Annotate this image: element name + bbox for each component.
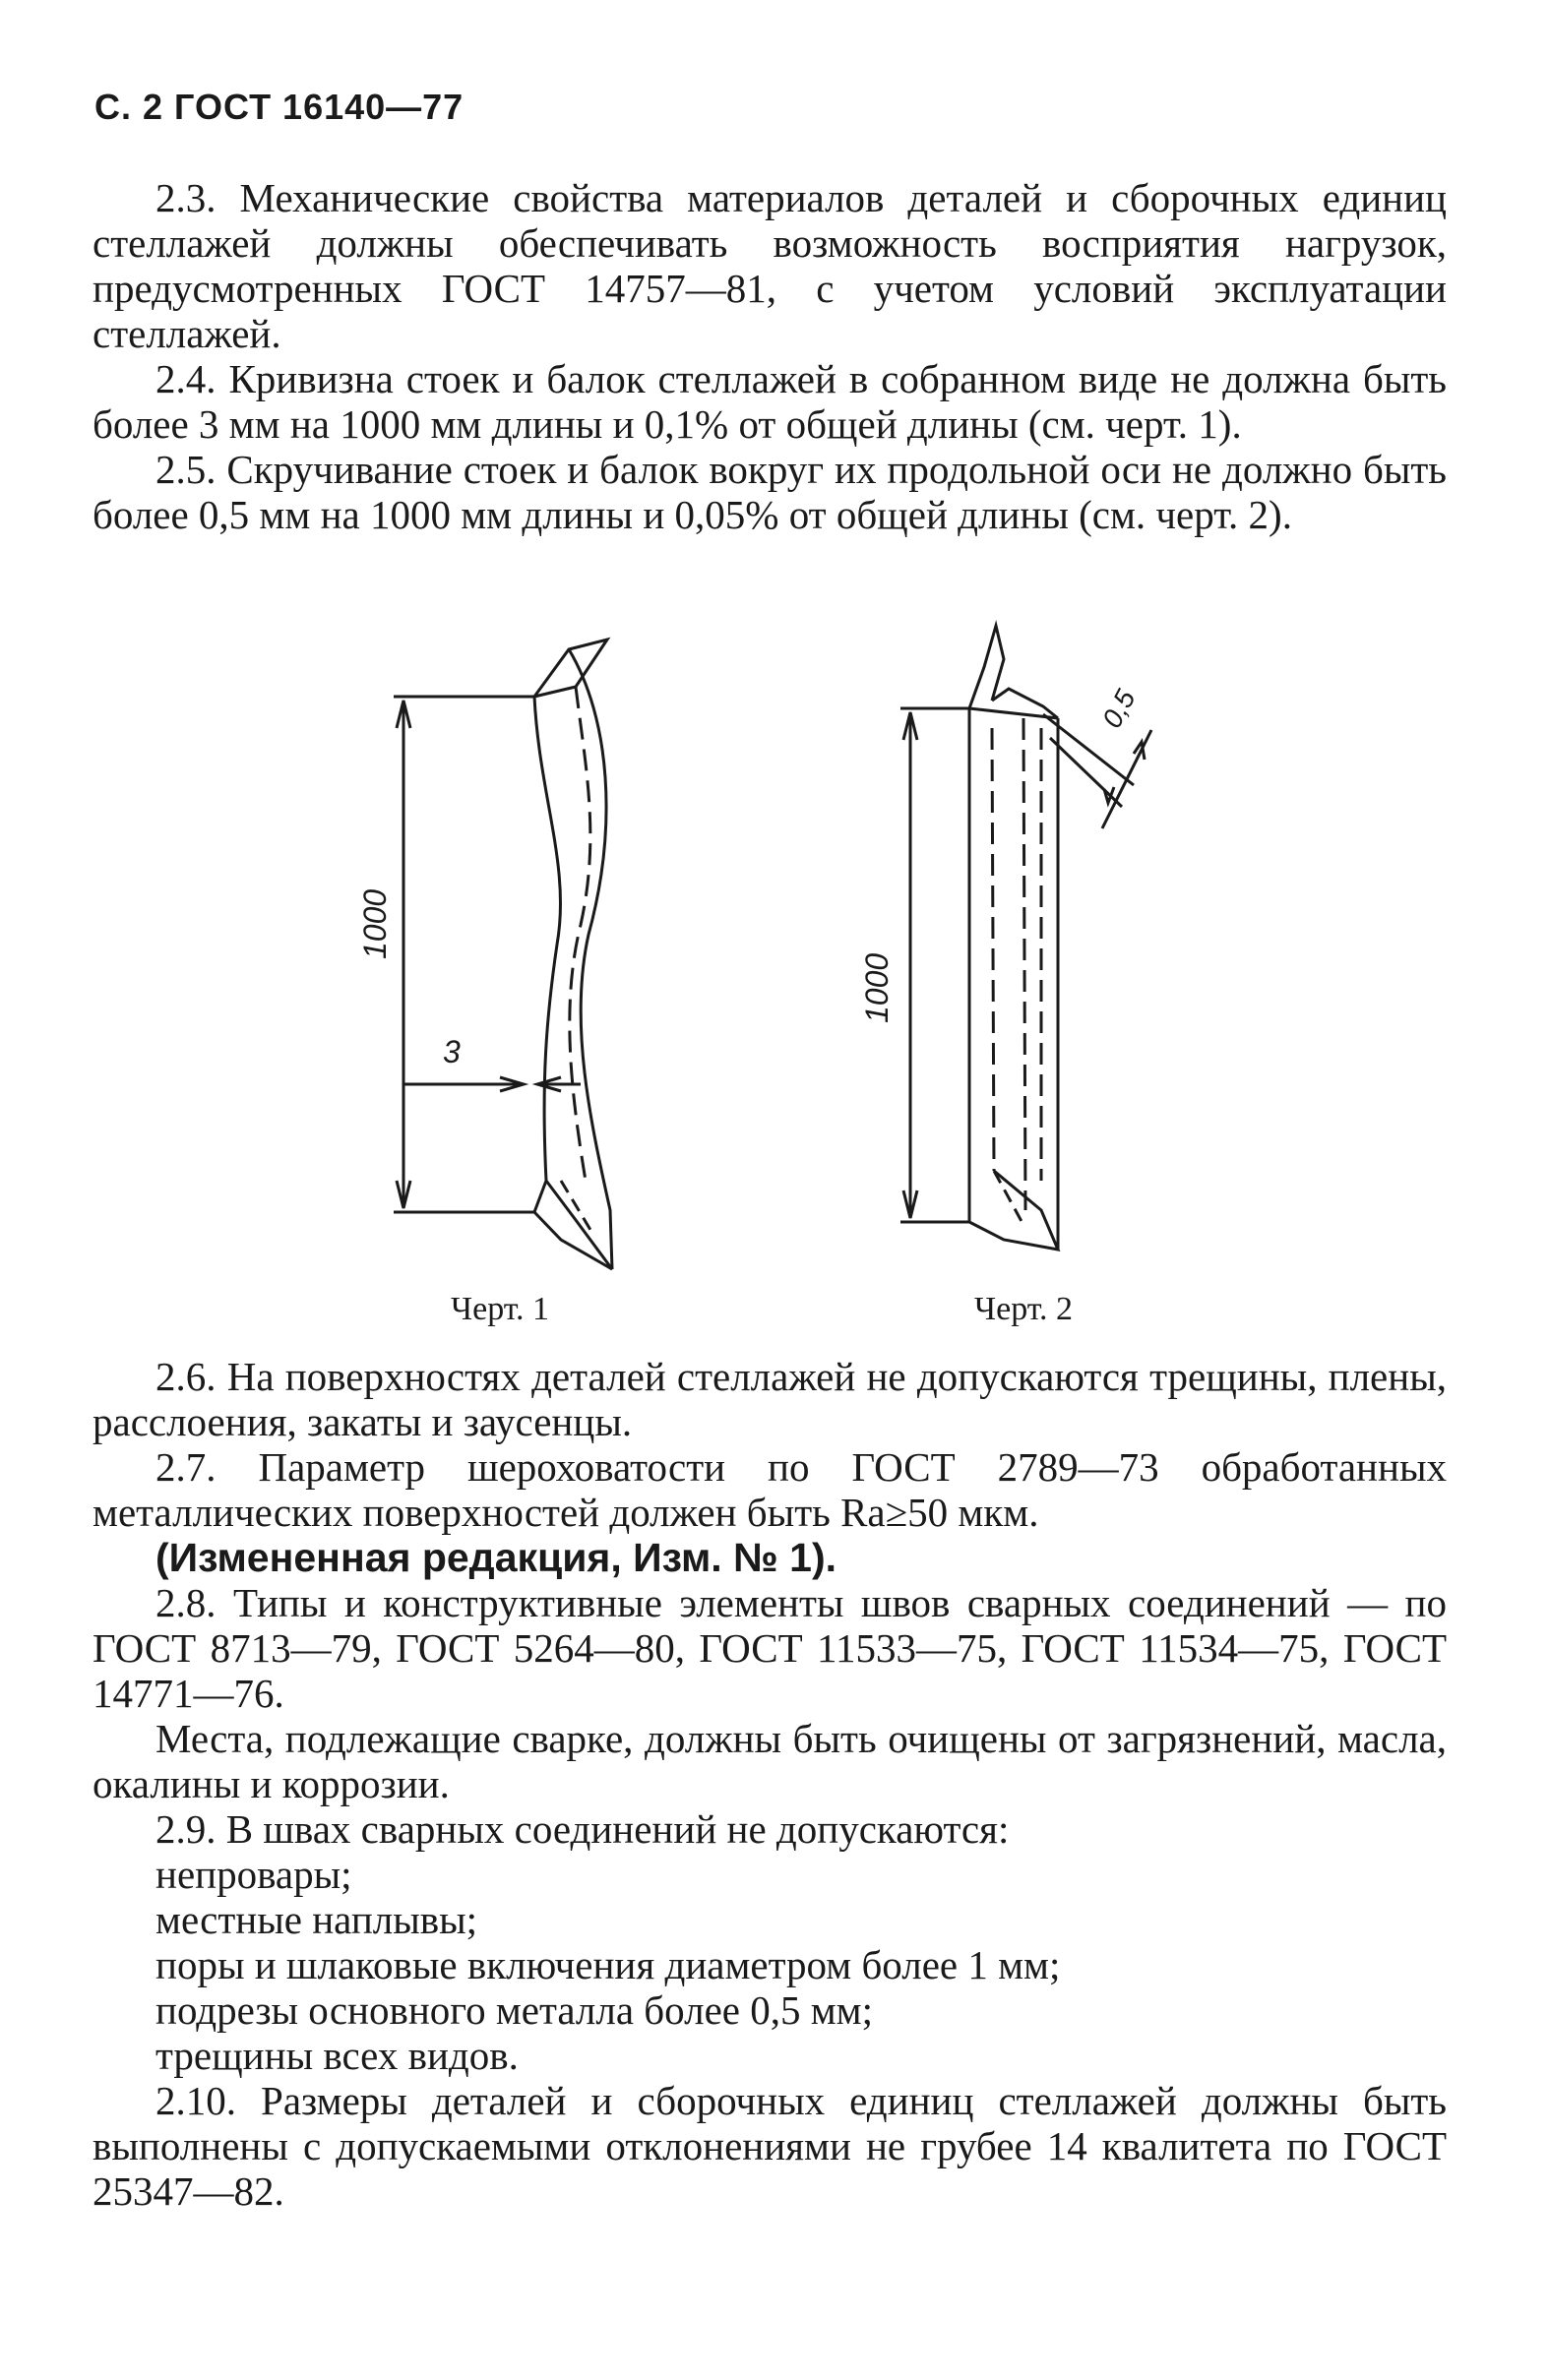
sections-bottom	[93, 1354, 1447, 2214]
list-item: местные наплывы;	[155, 1897, 478, 1942]
sections-top	[93, 175, 1447, 537]
figure-1-length-label: 1000	[357, 888, 393, 959]
figure-1-drawing	[357, 630, 669, 1299]
paragraph-2-7: 2.7. Параметр шероховатости по ГОСТ 2789—73 обработанных металлических поверхностей должен быть Ra≥50 мкм.	[93, 1444, 1447, 1535]
paragraph-2-6: 2.6. На поверхностях деталей стеллажей не допускаются трещины, плены, расслоения, закаты и заусенцы.	[93, 1354, 1447, 1444]
amendment-note: (Измененная редакция, Изм. № 1).	[155, 1535, 837, 1580]
paragraph-2-4: 2.4. Кривизна стоек и балок стеллажей в собранном виде не должна быть более 3 мм на 1000 мм длины и 0,1% от общей длины (см. черт. 1).	[93, 356, 1447, 447]
figure-2-caption: Черт. 2	[974, 1291, 1074, 1327]
list-item: трещины всех видов.	[155, 2033, 519, 2078]
paragraph-2-5: 2.5. Скручивание стоек и балок вокруг их продольной оси не должно быть более 0,5 мм на 1000 мм длины и 0,05% от общей длины (см. черт. 2).	[93, 447, 1447, 537]
figure-1-caption: Черт. 1	[451, 1291, 550, 1327]
figure-2-length-label: 1000	[859, 952, 895, 1023]
list-item: подрезы основного металла более 0,5 мм;	[155, 1987, 874, 2033]
list-item: непровары;	[155, 1852, 352, 1897]
paragraph-2-9: 2.9. В швах сварных соединений не допускаются:	[155, 1806, 1010, 1852]
paragraph-2-3: 2.3. Механические свойства материалов деталей и сборочных единиц стеллажей должны обеспечивать возможность восприятия нагрузок, предусмотренных ГОСТ 14757—81, с учетом условий эксплуатации стеллажей.	[93, 175, 1447, 356]
figure-2-twist-label: 0,5	[1095, 684, 1142, 733]
page-header: С. 2 ГОСТ 16140—77	[94, 87, 465, 127]
paragraph-2-8-welding: Места, подлежащие сварке, должны быть очищены от загрязнений, масла, окалины и коррозии.	[93, 1716, 1447, 1806]
figure-1-deviation-label: 3	[443, 1034, 461, 1069]
paragraph-2-8: 2.8. Типы и конструктивные элементы швов сварных соединений — по ГОСТ 8713—79, ГОСТ 5264—80, ГОСТ 11533—75, ГОСТ 11534—75, ГОСТ 14771—76.	[93, 1580, 1447, 1716]
figure-2-drawing	[846, 620, 1181, 1289]
paragraph-2-10: 2.10. Размеры деталей и сборочных единиц стеллажей должны быть выполнены с допускаемыми отклонениями не грубее 14 квалитета по ГОСТ 25347—82.	[93, 2078, 1447, 2214]
list-item: поры и шлаковые включения диаметром более 1 мм;	[155, 1942, 1061, 1987]
